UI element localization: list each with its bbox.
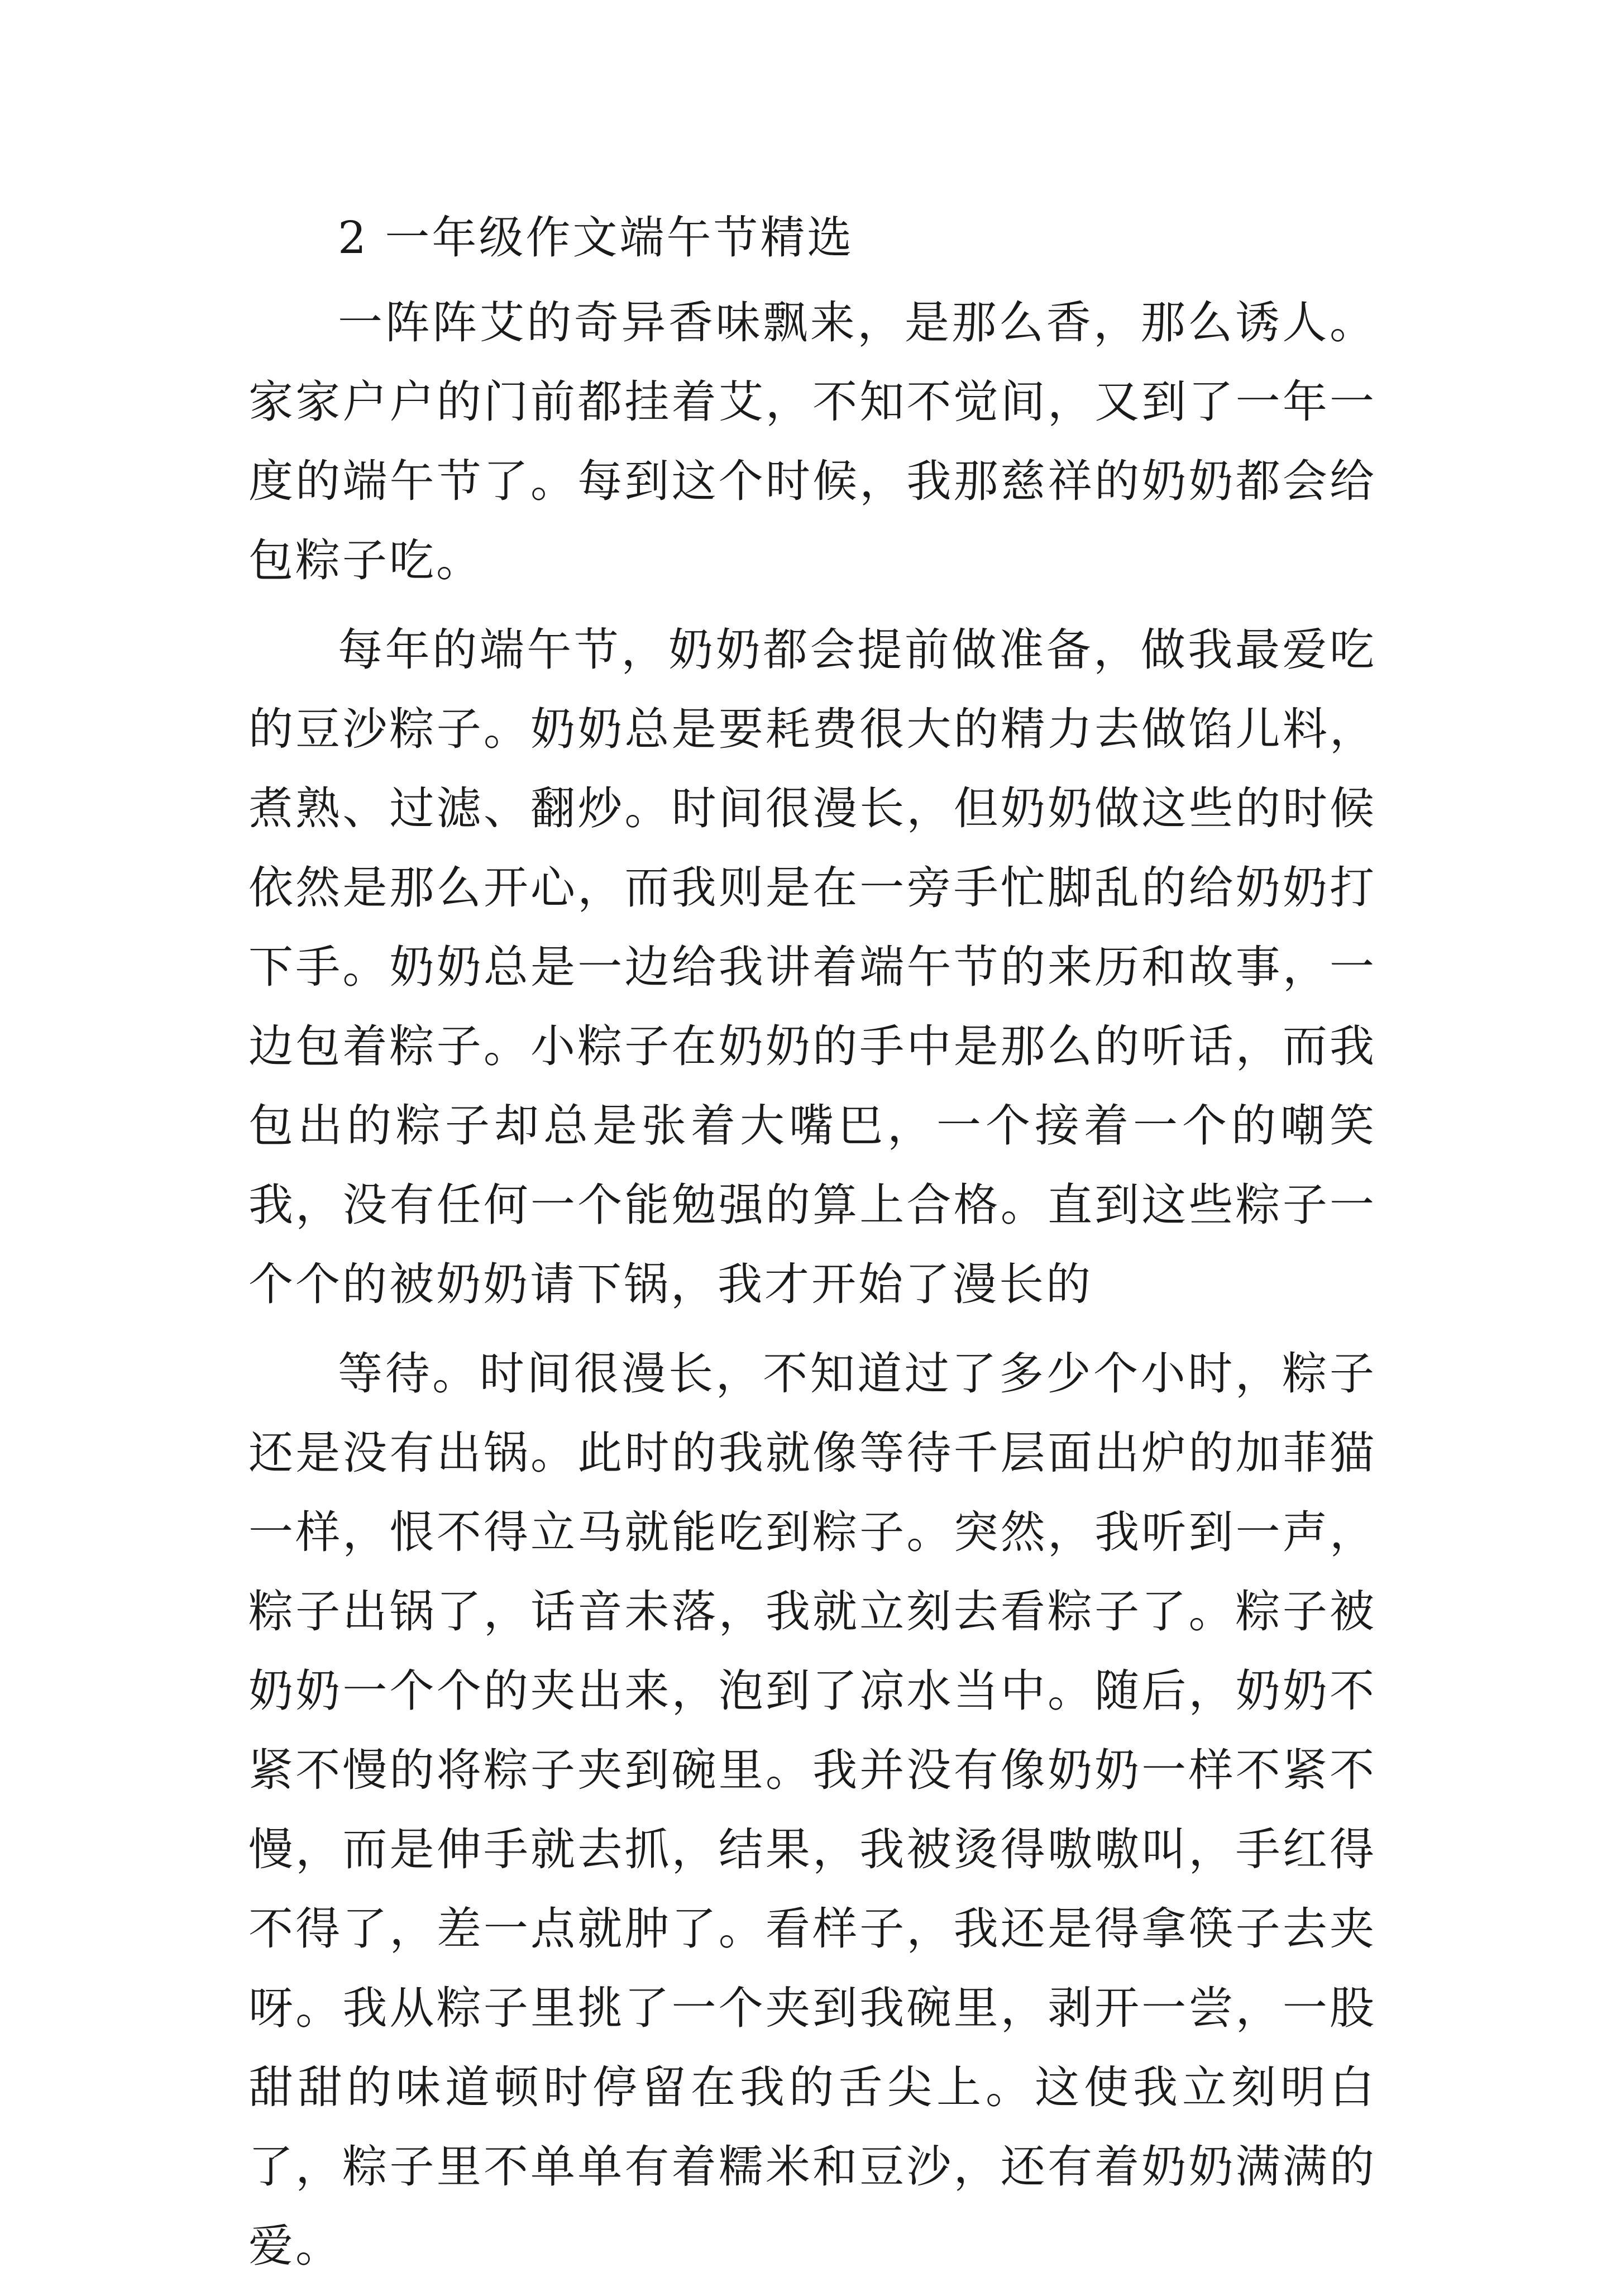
paragraph-2: 每年的端午节，奶奶都会提前做准备，做我最爱吃的豆沙粽子。奶奶总是要耗费很大的精力去做馅儿料，煮熟、过滤、翻炒。时间很漫长，但奶奶做这些的时候依然是那么开心，而我则是在一旁手忙脚乱的给奶奶打下手。奶奶总是一边给我讲着端午节的来历和故事，一边包着粽子。小粽子在奶奶的手中是那么的听话，而我包出的粽子却总是张着大嘴巴，一个接着一个的嘲笑我，没有任何一个能勉强的算上合格。直到这些粽子一个个的被奶奶请下锅，我才开始了漫长的 — [248, 624, 1376, 1310]
paragraph-3: 等待。时间很漫长，不知道过了多少个小时，粽子还是没有出锅。此时的我就像等待千层面出炉的加菲猫一样，恨不得立马就能吃到粽子。突然，我听到一声，粽子出锅了，话音未落，我就立刻去看粽子了。粽子被奶奶一个个的夹出来，泡到了凉水当中。随后，奶奶不紧不慢的将粽子夹到碗里。我并没有像奶奶一样不紧不慢，而是伸手就去抓，结果，我被烫得嗷嗷叫，手红得不得了，差一点就肿了。看样子，我还是得拿筷子去夹呀。我从粽子里挑了一个夹到我碗里，剥开一尝，一股甜甜的味道顿时停留在我的舌尖上。这使我立刻明白了，粽子里不单单有着糯米和豆沙，还有着奶奶满满的爱。 — [248, 1348, 1376, 2272]
document-body — [248, 198, 1376, 2296]
paragraph-1: 一阵阵艾的奇异香味飘来，是那么香，那么诱人。家家户户的门前都挂着艾，不知不觉间，又到了一年一度的端午节了。每到这个时候，我那慈祥的奶奶都会给包粽子吃。 — [248, 297, 1376, 586]
document-title: 2 一年级作文端午节精选 — [338, 212, 854, 264]
